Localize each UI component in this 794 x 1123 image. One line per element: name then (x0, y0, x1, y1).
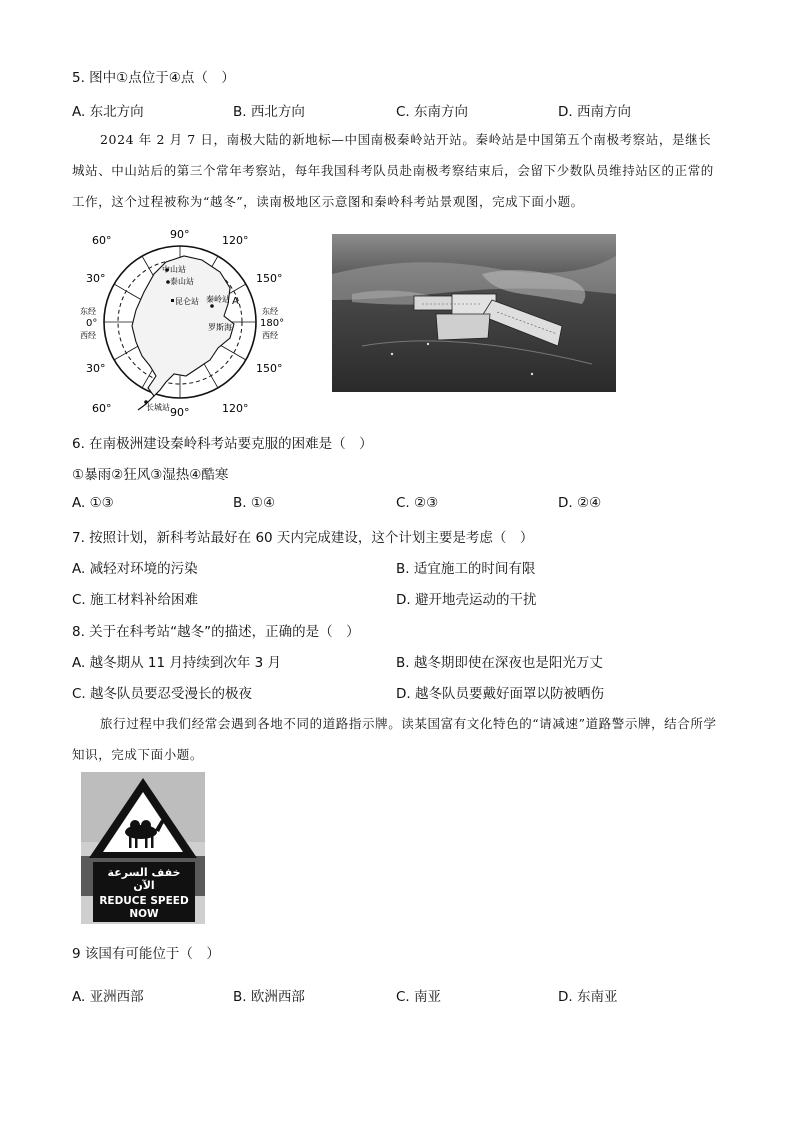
map-left-label: 30° (86, 362, 106, 375)
q6-option-b: B. ①④ (233, 495, 276, 511)
map-right-label: 180° (260, 318, 285, 329)
sign-english-text: REDUCE SPEED (99, 895, 189, 907)
q6-option-a: A. ①③ (72, 495, 114, 511)
qinling-station-photo (332, 234, 616, 392)
q9-option-c: C. 南亚 (396, 989, 442, 1005)
q7-option-c: C. 施工材料补给困难 (72, 592, 199, 608)
q6-sub-items: ①暴雨②狂风③湿热④酷寒 (72, 467, 229, 483)
q6-stem: 6. 在南极洲建设秦岭科考站要克服的困难是（ ） (72, 436, 373, 452)
station-changcheng: 长城站 (146, 403, 170, 412)
map-right-label: 150° (256, 272, 283, 285)
q7-option-d: D. 避开地壳运动的干扰 (396, 592, 537, 608)
q7-stem: 7. 按照计划，新科考站最好在 60 天内完成建设，这个计划主要是考虑（ ） (72, 530, 534, 546)
station-qinling: 秦岭站 (206, 295, 230, 304)
q9-option-d: D. 东南亚 (558, 989, 618, 1005)
q5-option-b: B. 西北方向 (233, 104, 305, 120)
q7-option-b: B. 适宜施工的时间有限 (396, 561, 536, 577)
station-kunlun: 昆仑站 (175, 297, 199, 306)
map-top-label: 120° (222, 234, 249, 247)
map-right-label: 150° (256, 362, 283, 375)
passage-road-sign: 旅行过程中我们经常会遇到各地不同的道路指示牌。读某国富有文化特色的“请减速”道路警示牌，结合所学知识，完成下面小题。 (72, 716, 717, 762)
station-taishan: 泰山站 (170, 277, 194, 286)
sign-arabic-text: خفف السرعة (107, 866, 181, 879)
map-left-label: 东经 (80, 307, 96, 316)
antarctica-map (74, 226, 286, 418)
camel-road-sign-photo (81, 772, 205, 924)
q5-option-a: A. 东北方向 (72, 104, 144, 120)
map-bottom-label: 90° (170, 406, 190, 418)
q9-option-a: A. 亚洲西部 (72, 989, 144, 1005)
map-top-label: 60° (92, 234, 112, 247)
map-left-label: 0° (86, 318, 98, 329)
q8-stem: 8. 关于在科考站“越冬”的描述，正确的是（ ） (72, 624, 360, 640)
q8-option-a: A. 越冬期从 11 月持续到次年 3 月 (72, 655, 282, 671)
sign-english-text-2: NOW (129, 908, 159, 920)
q5-option-c: C. 东南方向 (396, 104, 469, 120)
map-right-label: 东经 (262, 307, 278, 316)
q6-option-c: C. ②③ (396, 495, 439, 511)
sign-arabic-text-2: الآن (133, 879, 155, 892)
point-a: A (232, 296, 239, 307)
map-left-label: 30° (86, 272, 106, 285)
map-bottom-label: 120° (222, 402, 249, 415)
map-top-label: 90° (170, 228, 190, 241)
q5-option-d: D. 西南方向 (558, 104, 631, 120)
ross-sea-label: 罗斯海 (208, 323, 232, 332)
station-zhongshan: 中山站 (162, 265, 186, 274)
q9-stem: 9 该国有可能位于（ ） (72, 946, 220, 962)
map-bottom-label: 60° (92, 402, 112, 415)
q6-option-d: D. ②④ (558, 495, 602, 511)
q8-option-d: D. 越冬队员要戴好面罩以防被晒伤 (396, 686, 604, 702)
q5-stem: 5. 图中①点位于④点（ ） (72, 70, 235, 86)
map-right-label: 西经 (262, 331, 278, 340)
passage-qinling: 2024 年 2 月 7 日，南极大陆的新地标—中国南极秦岭站开站。秦岭站是中国第五个南极考察站，是继长城站、中山站后的第三个常年考察站，每年我国科考队员赴南极考察结束后，会留下少数队员维持站区的正常的工作，这个过程被称为“越冬”，读南极地区示意图和秦岭科考站景观图，完成下面小题。 (72, 132, 714, 209)
q7-option-a: A. 减轻对环境的污染 (72, 561, 198, 577)
q8-option-b: B. 越冬期即使在深夜也是阳光万丈 (396, 655, 603, 671)
q8-option-c: C. 越冬队员要忍受漫长的极夜 (72, 686, 253, 702)
map-left-label: 西经 (80, 331, 96, 340)
q9-option-b: B. 欧洲西部 (233, 989, 305, 1005)
